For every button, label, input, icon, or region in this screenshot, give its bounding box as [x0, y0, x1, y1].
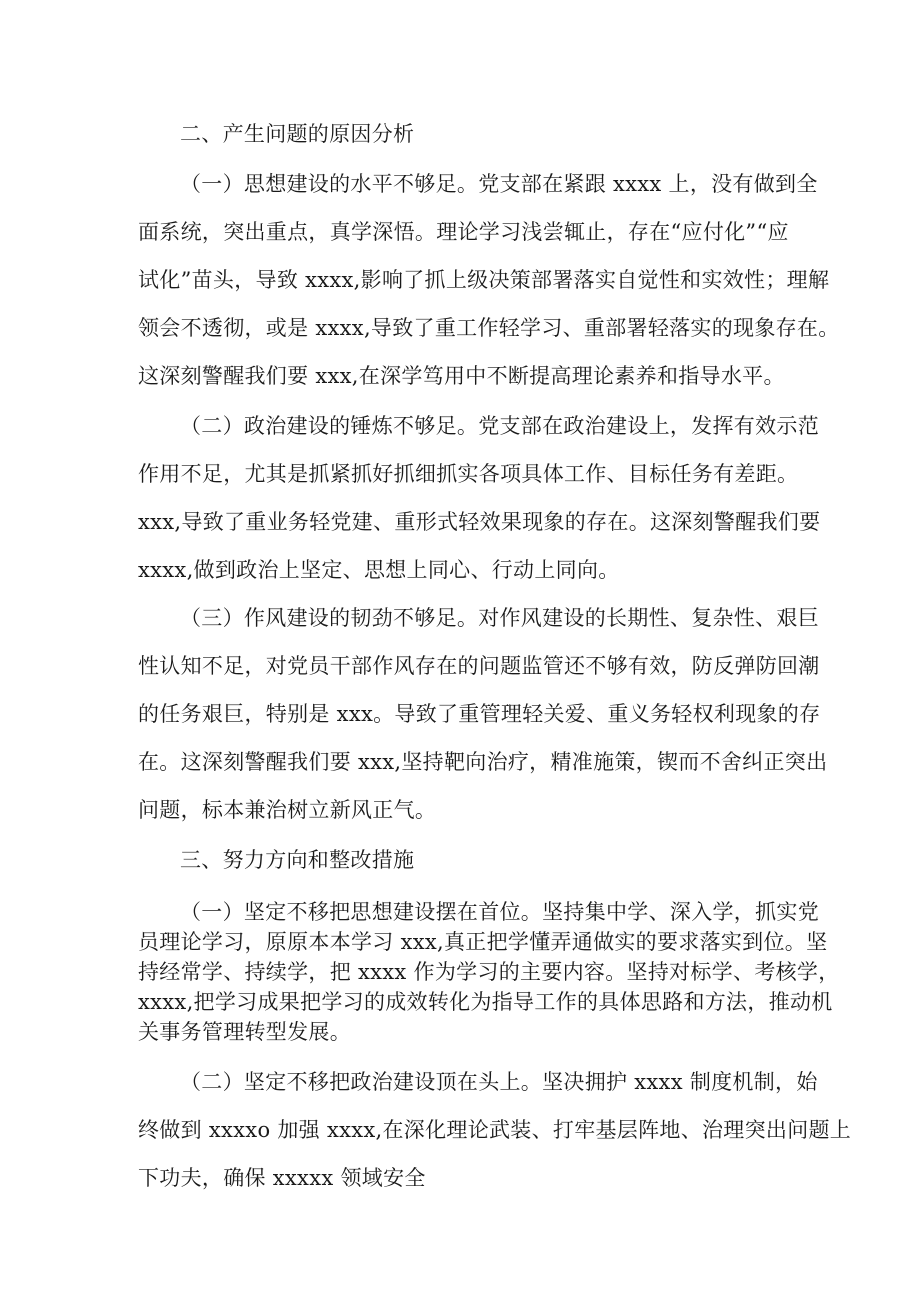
- paragraph-line: xxxx,把学习成果把学习的成效转化为指导工作的具体思路和方法，推动机: [138, 990, 833, 1014]
- paragraph-line: （三）作风建设的韧劲不够足。对作风建设的长期性、复杂性、艰巨: [180, 606, 819, 630]
- paragraph-line: （二）政治建设的锤炼不够足。党支部在政治建设上，发挥有效示范: [180, 414, 819, 438]
- paragraph-line: 持经常学、持续学，把 xxxx 作为学习的主要内容。坚持对标学、考核学，: [138, 960, 840, 984]
- paragraph-line: xxxx,做到政治上坚定、思想上同心、行动上同向。: [138, 558, 620, 582]
- paragraph-line: 试化”苗头，导致 xxxx,影响了抓上级决策部署落实自觉性和实效性；理解: [138, 268, 830, 292]
- paragraph-line: （一）坚定不移把思想建设摆在首位。坚持集中学、深入学，抓实党: [180, 900, 819, 924]
- paragraph-line: 下功夫，确保 xxxxx 领域安全: [138, 1166, 426, 1190]
- paragraph-line: 关事务管理转型发展。: [138, 1020, 351, 1044]
- paragraph-line: 问题，标本兼治树立新风正气。: [138, 798, 437, 822]
- paragraph-line: 终做到 xxxxo 加强 xxxx,在深化理论武装、打牢基层阵地、治理突出问题上: [138, 1118, 852, 1142]
- paragraph-line: 员理论学习，原原本本学习 xxx,真正把学懂弄通做实的要求落实到位。坚: [138, 930, 828, 954]
- section-heading-2: 二、产生问题的原因分析: [180, 122, 415, 146]
- paragraph-line: 面系统，突出重点，真学深悟。理论学习浅尝辄止，存在“应付化”“应: [138, 220, 789, 244]
- paragraph-line: 在。这深刻警醒我们要 xxx,坚持靶向治疗，精准施策，锲而不舍纠正突出: [138, 750, 828, 774]
- paragraph-line: xxx,导致了重业务轻党建、重形式轻效果现象的存在。这深刻警醒我们要: [138, 510, 821, 534]
- section-heading-3: 三、努力方向和整改措施: [180, 848, 415, 872]
- paragraph-line: （一）思想建设的水平不够足。党支部在紧跟 xxxx 上，没有做到全: [180, 172, 818, 196]
- paragraph-line: 领会不透彻，或是 xxxx,导致了重工作轻学习、重部署轻落实的现象存在。: [138, 316, 840, 340]
- paragraph-line: （二）坚定不移把政治建设顶在头上。坚决拥护 xxxx 制度机制，始: [180, 1070, 818, 1094]
- paragraph-line: 的任务艰巨，特别是 xxx。导致了重管理轻关爱、重义务轻权利现象的存: [138, 702, 821, 726]
- paragraph-line: 这深刻警醒我们要 xxx,在深学笃用中不断提高理论素养和指导水平。: [138, 364, 785, 388]
- paragraph-line: 性认知不足，对党员干部作风存在的问题监管还不够有效，防反弹防回潮: [138, 654, 820, 678]
- paragraph-line: 作用不足，尤其是抓紧抓好抓细抓实各项具体工作、目标任务有差距。: [138, 462, 799, 486]
